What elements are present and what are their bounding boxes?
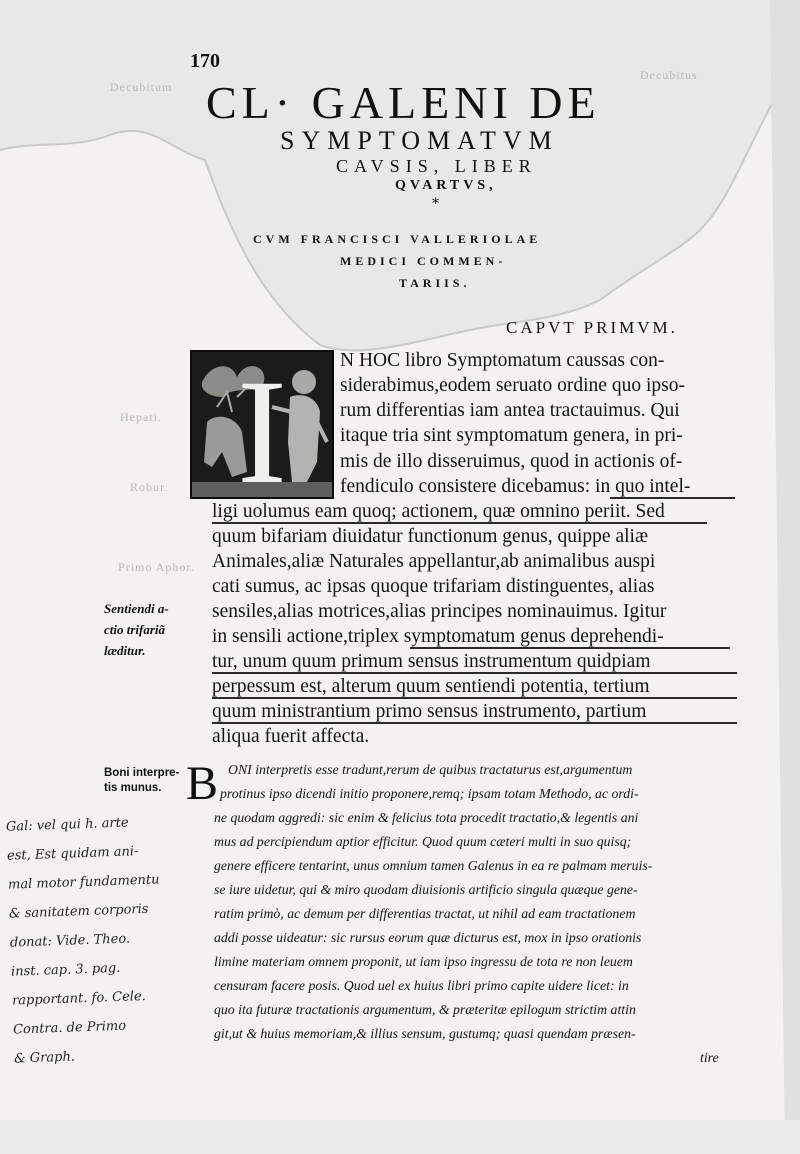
title-ornament: *: [432, 196, 439, 212]
commentary-line: git,ut & huius memoriam,& illius sensum, gustumq; quasi quendam præsen-: [214, 1026, 636, 1041]
text-line: siderabimus,eodem seruato ordine quo ipso-: [340, 375, 685, 396]
show-through-text: Decubitum: [110, 80, 173, 94]
margin-note-boni: [104, 766, 179, 796]
commentary-line: addi posse uideatur: sic rursus eorum quæ dicturus est, mox in ipso orationis: [214, 930, 642, 945]
show-through-text: Hepati.: [120, 410, 162, 424]
text-line: N HOC libro Symptomatum caussas con-: [340, 350, 665, 371]
text-line: rum differentias iam antea tractauimus. Qui: [340, 400, 680, 421]
woodcut-illustration: [192, 352, 332, 497]
title-line-5: CVM FRANCISCI VALLERIOLAE: [253, 232, 542, 246]
text-line: quum bifariam diuidatur functionum genus, quippe aliæ: [212, 526, 648, 547]
show-through-text: Decubitus: [640, 68, 698, 82]
commentary-line: censuram facere posis. Quod uel ex huius libri primo capite uidere licet: in: [214, 978, 629, 993]
handwritten-line: & sanitatem corporis: [8, 901, 149, 922]
commentary-line: ne quodam aggredi: sic enim & felicius tota procedit tractatio,& legentis ani: [214, 810, 639, 825]
text-line: ligi uolumus eam quoq; actionem, quæ omnino periit. Sed: [212, 501, 665, 522]
text-line: itaque tria sint symptomatum genera, in pri-: [340, 425, 683, 446]
handwritten-annotation: [5, 807, 166, 1073]
text-line: quum ministrantium primo sensus instrumento, partium: [212, 701, 647, 722]
handwritten-underline: [610, 497, 735, 499]
page-number: 170: [190, 50, 220, 72]
title-line-7: TARIIS.: [399, 276, 471, 290]
commentary-line: ratim primò, ac demum per differentias tractat, ut nihil ad eam tractationem: [214, 906, 636, 921]
margin-note-line: Sentiendi a-: [104, 601, 169, 616]
text-line: tur, unum quum primum sensus instrumentum quidpiam: [212, 651, 651, 672]
handwritten-underline: [410, 647, 730, 649]
text-line: mis de illo disseruimus, quod in actionis of-: [340, 451, 683, 472]
margin-note-line: læditur.: [104, 643, 146, 658]
text-line: in sensili actione,triplex symptomatum genus deprehendi-: [212, 626, 664, 647]
decorated-initial: [190, 350, 334, 499]
title-line-3: CAVSIS, LIBER: [336, 156, 537, 176]
handwritten-line: est, Est quidam ani-: [6, 844, 139, 864]
title-line-4: QVARTVS,: [395, 178, 497, 193]
text-line: aliqua fuerit affecta.: [212, 726, 370, 747]
initial-letter: I: [237, 352, 287, 497]
commentary-line: ONI interpretis esse tradunt,rerum de quibus tractaturus est,argumentum: [228, 762, 633, 777]
title-line-1: CL· GALENI DE: [206, 77, 601, 128]
commentary-line: protinus ipso dicendi initio proponere,remq; ipsam totam Methodo, ac ordi-: [220, 786, 639, 801]
commentary-line: limine materiam omnem proponit, ut iam ipso ingressu de tota re non leuem: [214, 954, 633, 969]
handwritten-underline: [212, 722, 737, 724]
handwritten-underline: [212, 697, 737, 699]
handwritten-line: mal motor fundamentu: [7, 872, 160, 893]
handwritten-underline: [212, 672, 737, 674]
text-line: cati sumus, ac ipsas quoque trifariam distinguentes, alias: [212, 576, 655, 597]
show-through-text: Primo Aphor.: [118, 560, 195, 574]
commentary-line: se iure uidetur, qui & miro quodam diuisionis artificio singula quæque gene-: [214, 882, 638, 897]
commentary-line: mus ad percipiendum aptior efficitur. Quod quum cæteri multi in suo quisq;: [214, 834, 632, 849]
commentary-line: tire: [700, 1050, 719, 1065]
text-line: perpessum est, alterum quum sentiendi potentia, tertium: [212, 676, 650, 697]
handwritten-line: inst. cap. 3. pag.: [10, 960, 121, 980]
text-line: fendiculo consistere dicebamus: in quo intel-: [340, 476, 691, 497]
handwritten-line: rapportant. fo. Cele.: [11, 988, 147, 1009]
show-through-text: Robur.: [130, 480, 169, 494]
title-line-6: MEDICI COMMEN-: [340, 254, 507, 268]
text-line: sensiles,alias motrices,alias principes nominauimus. Igitur: [212, 601, 667, 622]
margin-note-line: Boni interpre-: [104, 767, 180, 779]
handwritten-line: donat: Vide. Theo.: [9, 931, 131, 951]
commentary-line: quo ita futuræ tractationis argumentum, & præteritæ epilogum strictim attin: [214, 1002, 636, 1017]
margin-note-line: ctio trifariã: [104, 622, 166, 637]
handwritten-underline: [212, 522, 707, 524]
title-line-2: SYMPTOMATVM: [280, 126, 559, 155]
commentary-initial: B: [186, 757, 219, 810]
handwritten-line: Gal: vel qui h. arte: [5, 815, 129, 835]
handwritten-line: & Graph.: [13, 1049, 76, 1067]
chapter-heading: CAPVT PRIMVM.: [506, 318, 678, 337]
handwritten-line: Contra. de Primo: [12, 1018, 127, 1038]
margin-note-line: tis munus.: [104, 782, 162, 794]
text-line: Animales,aliæ Naturales appellantur,ab animalibus auspi: [212, 551, 656, 572]
margin-note-sentiendi: [104, 598, 169, 661]
commentary-line: genere efficere tentarint, unus omnium tamen Galenus in ea re palmam meruis-: [214, 858, 653, 873]
